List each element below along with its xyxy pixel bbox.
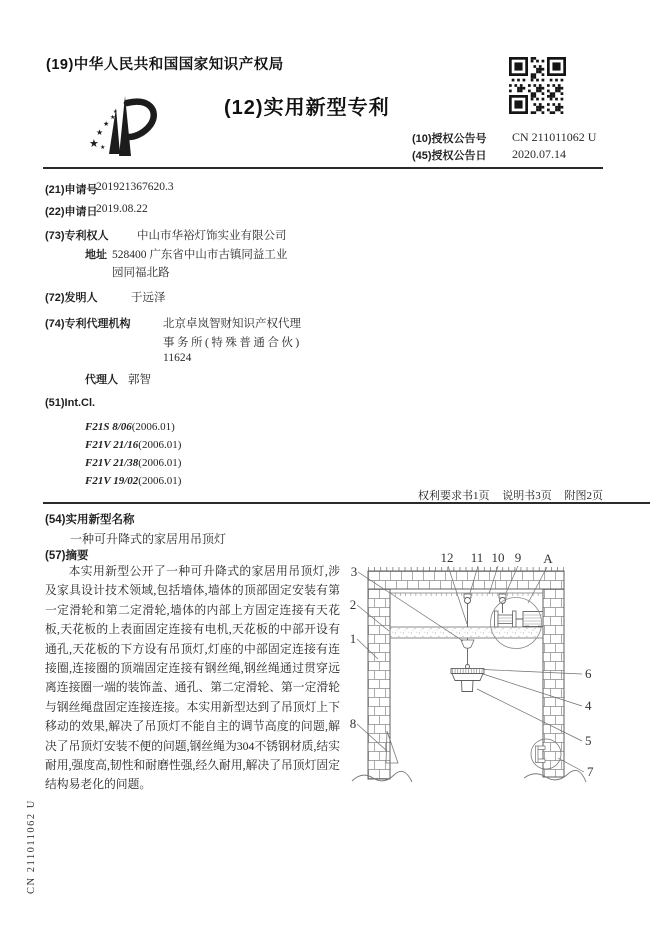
intcl-version: (2006.01): [138, 475, 182, 487]
title-section-label: (54)实用新型名称: [45, 514, 135, 526]
section-divider-rule: [43, 502, 650, 504]
agent-label: 代理人: [85, 374, 118, 386]
agent-value: 郭智: [128, 374, 151, 386]
spool-plate-right: [513, 611, 517, 627]
logo-star: ★: [103, 121, 110, 128]
figure-label-1: 1: [349, 631, 357, 646]
figure-label-7: 7: [587, 764, 594, 779]
agency-line1: 北京卓岚智财知识产权代理: [163, 318, 301, 330]
vertical-publication-number: CN 211011062 U: [26, 799, 37, 894]
connection-ring: [466, 665, 470, 669]
agency-label: (74)专利代理机构: [45, 318, 131, 330]
application-number-label: (21)申请号: [45, 184, 98, 196]
inventor-label: (72)发明人: [45, 292, 98, 304]
lamp-holder: [462, 681, 474, 692]
intcl-entry: [85, 453, 181, 471]
application-date-label: (22)申请日: [45, 206, 98, 218]
figure-label-A: A: [543, 551, 553, 566]
ceiling-board: [390, 627, 543, 638]
pub-number-label: (10)授权公告号: [412, 133, 487, 145]
figure-label-4: 4: [585, 698, 592, 713]
intcl-version: (2006.01): [131, 421, 175, 433]
brick-wall-right: [543, 589, 564, 777]
brick-beam: [368, 571, 564, 589]
cnipa-logo-graphic: [85, 91, 173, 163]
address-line1: 528400 广东省中山市古镇同益工业: [112, 249, 288, 261]
invention-title: 一种可升降式的家居用吊顶灯: [70, 532, 227, 546]
patent-figure-drawing: [330, 535, 620, 825]
abstract-text: 本实用新型公开了一种可升降式的家居用吊顶灯,涉及家具设计技术领域,包括墙体,墙体的顶部固定安装有第一定滑轮和第二定滑轮,墙体的内部上方固定连接有天花板,天花板的上表面固定连接有电机,天花板的中部开设有通孔,天花板的下方设有吊顶灯,灯座的中部固定连接有连接圈,连接圈的顶端固定连接有钢丝绳,钢丝绳通过贯穿远离连接圈一端的装饰盖、通孔、第二定滑轮、第一定滑轮与钢丝绳盘固定连接连接。本实用新型达到了吊顶灯上下移动的效果,解决了吊顶灯不能自主的调节高度的问题,解决了吊顶灯安装不便的问题,钢丝绳为304不锈钢材质,结实耐用,强度高,韧性和耐磨性强,经久耐用,解决了吊顶灯固定结构易老化的问题。: [45, 564, 340, 792]
header-divider-rule: [43, 167, 603, 169]
figure-label-5: 5: [585, 733, 592, 748]
intcl-entry: [85, 417, 175, 435]
application-number-value: 201921367620.3: [96, 181, 174, 193]
figure-label-2: 2: [349, 597, 357, 612]
intcl-version: (2006.01): [138, 457, 182, 469]
qr-code-icon: [509, 57, 566, 114]
figure-label-11: 11: [470, 550, 484, 565]
figure-label-6: 6: [585, 666, 592, 681]
intcl-code: F21V 21/16: [85, 439, 139, 451]
figure-label-12: 12: [440, 550, 454, 565]
lamp-base-disk: [452, 674, 483, 681]
pub-date-label: (45)授权公告日: [412, 150, 487, 162]
patentee-label: (73)专利权人: [45, 230, 109, 242]
figure-label-10: 10: [491, 550, 505, 565]
logo-star: ★: [113, 109, 118, 115]
intcl-code: F21V 21/38: [85, 457, 139, 469]
cnipa-logo-icon: [85, 91, 173, 163]
patent-figure: [330, 535, 620, 825]
pages-info: 权利要求书1页 说明书3页 附图2页: [418, 490, 603, 502]
intcl-entry: [85, 435, 181, 453]
pub-date-value: 2020.07.14: [512, 147, 566, 161]
intcl-code: F21S 8/06: [85, 421, 132, 433]
figure-label-9: 9: [514, 550, 522, 565]
logo-p-bowl: [127, 102, 154, 137]
issuing-office-line: (19)中华人民共和国国家知识产权局: [46, 57, 284, 73]
logo-star: ★: [89, 138, 99, 150]
address-line2: 园同福北路: [112, 267, 170, 279]
agency-line3: 11624: [163, 352, 192, 364]
document-type-title: (12)实用新型专利: [224, 97, 390, 119]
application-date-value: 2019.08.22: [96, 203, 148, 215]
inventor-value: 于远泽: [131, 292, 166, 304]
intcl-version: (2006.01): [138, 439, 182, 451]
agency-line2: 事务所(特殊普通合伙): [163, 337, 302, 349]
decorative-cover: [461, 640, 474, 648]
pub-number-value: CN 211011062 U: [512, 130, 597, 144]
figure-label-3: 3: [350, 564, 358, 579]
spool-plate-left: [495, 611, 499, 627]
logo-star: ★: [110, 115, 116, 121]
figure-label-8: 8: [349, 716, 357, 731]
address-label: 地址: [85, 249, 107, 261]
intcl-label: (51)Int.Cl.: [45, 397, 96, 409]
logo-star: ★: [100, 145, 106, 151]
qr-code-graphic: [509, 57, 566, 114]
intcl-entry: [85, 471, 181, 489]
logo-star: ★: [96, 128, 104, 137]
abstract-section-label: (57)摘要: [45, 550, 89, 562]
first-pulley: [465, 598, 471, 604]
patentee-value: 中山市华裕灯饰实业有限公司: [137, 230, 287, 242]
intcl-code: F21V 19/02: [85, 475, 139, 487]
wire-rope-spool: [498, 615, 513, 624]
